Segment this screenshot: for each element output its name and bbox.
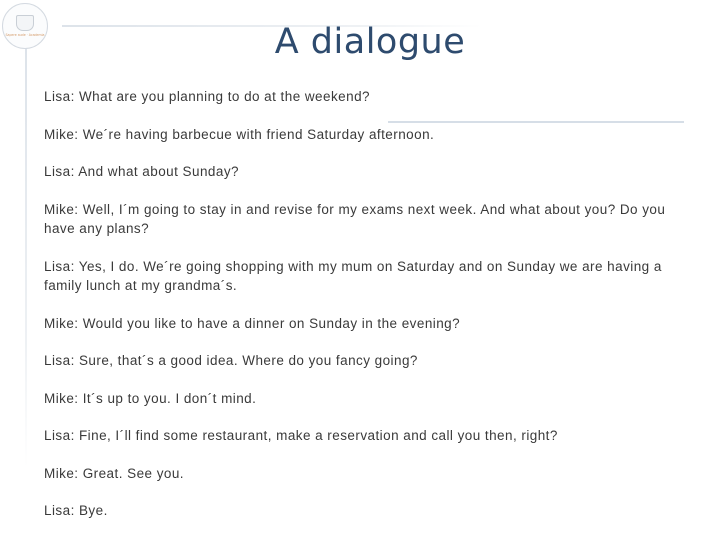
dialogue-line: Mike: Great. See you. (44, 465, 185, 481)
dialogue-line: Mike: Well, I´m going to stay in and revise for my exams next week. And what about you? Do you have any plans? (44, 201, 666, 236)
logo-text: Sapere aude · Academia (5, 33, 45, 37)
dialogue-line: Lisa: Yes, I do. We´re going shopping with my mum on Saturday and on Sunday we are having a family lunch at my grandma´s. (44, 258, 662, 293)
frame-line-left (25, 48, 27, 468)
dialogue-line: Lisa: What are you planning to do at the weekend? (44, 89, 371, 104)
dialogue-line: Lisa: And what about Sunday? (44, 164, 239, 179)
dialogue-line: Mike: We´re having barbecue with friend Saturday afternoon. (44, 126, 435, 142)
dialogue-line: Lisa: Bye. (44, 503, 108, 518)
dialogue-line: Mike: It´s up to you. I don´t mind. (44, 390, 257, 406)
dialogue-line: Lisa: Sure, that´s a good idea. Where do you fancy going? (44, 353, 418, 368)
school-logo (2, 3, 48, 49)
slide-title: A dialogue (274, 22, 466, 62)
dialogue-line: Mike: Would you like to have a dinner on Sunday in the evening? (44, 315, 461, 331)
crest-icon (16, 15, 34, 31)
dialogue-text (44, 87, 684, 539)
dialogue-line: Lisa: Fine, I´ll find some restaurant, make a reservation and call you then, right? (44, 428, 558, 443)
